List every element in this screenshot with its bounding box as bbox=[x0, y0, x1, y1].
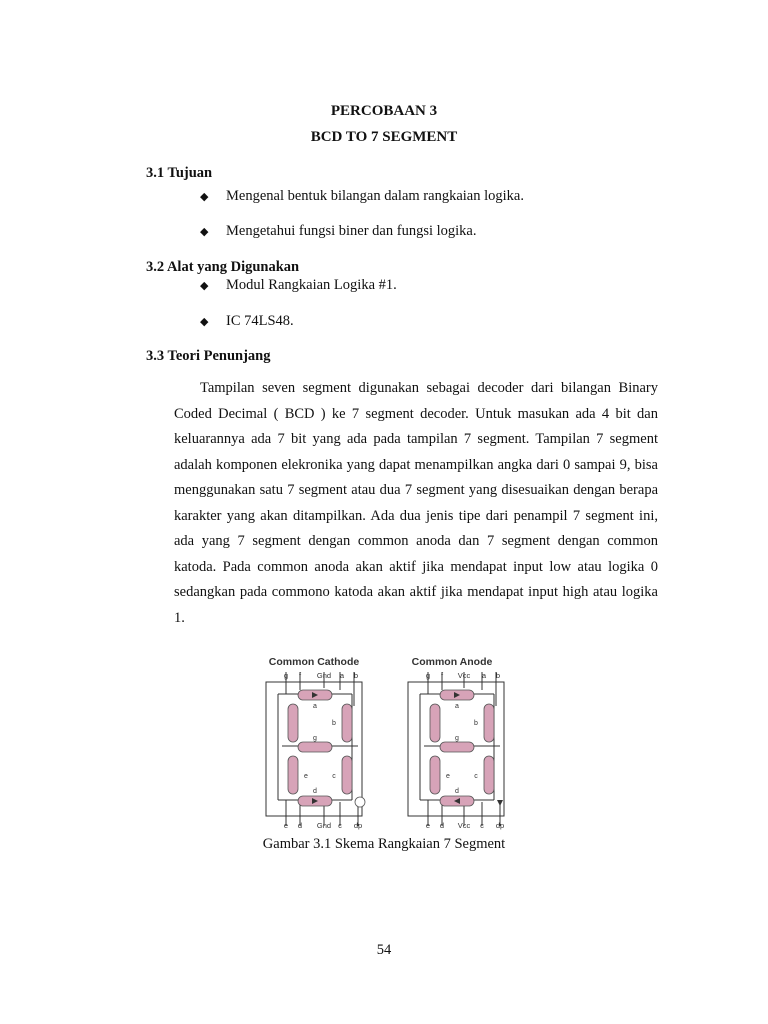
pin-label: a bbox=[481, 671, 487, 680]
segment-f bbox=[430, 704, 440, 742]
pin-label: d bbox=[297, 821, 303, 830]
chapter-subtitle: BCD TO 7 SEGMENT bbox=[310, 129, 458, 145]
pin-label: b bbox=[495, 671, 501, 680]
list-item-text: Mengetahui fungsi biner dan fungsi logika. bbox=[226, 223, 477, 239]
segment-g bbox=[298, 742, 332, 752]
segment-label: b bbox=[474, 720, 478, 727]
segment-e bbox=[288, 756, 298, 794]
pin-label: Vcc bbox=[457, 821, 471, 830]
segment-label: d bbox=[455, 788, 459, 795]
segment-f bbox=[288, 704, 298, 742]
segment-label: a bbox=[455, 703, 459, 710]
pin-label: dp bbox=[495, 821, 505, 830]
pin-label: Vcc bbox=[457, 671, 471, 680]
chapter-title: PERCOBAAN 3 bbox=[330, 103, 438, 119]
segment-b bbox=[484, 704, 494, 742]
cathode-segments bbox=[288, 690, 365, 807]
pin-label: b bbox=[353, 671, 359, 680]
pin-label: c bbox=[338, 821, 342, 830]
common-cathode-label: Common Cathode bbox=[268, 656, 360, 668]
segment-b bbox=[342, 704, 352, 742]
theory-paragraph bbox=[174, 376, 658, 631]
segment-label: g bbox=[455, 735, 459, 742]
seven-segment-diagram bbox=[262, 654, 522, 830]
segment-e bbox=[430, 756, 440, 794]
pin-label: g bbox=[283, 671, 289, 680]
segment-label: b bbox=[332, 720, 336, 727]
anode-segments bbox=[430, 690, 494, 806]
pin-label: a bbox=[339, 671, 345, 680]
pin-label: e bbox=[425, 821, 431, 830]
list-item bbox=[200, 223, 476, 240]
list-item bbox=[200, 188, 524, 205]
list-item bbox=[200, 277, 397, 294]
list-item-text: IC 74LS48. bbox=[226, 313, 294, 329]
segment-c bbox=[484, 756, 494, 794]
decimal-point bbox=[355, 797, 365, 807]
segment-label: e bbox=[304, 773, 308, 780]
pin-label: c bbox=[480, 821, 484, 830]
pin-label: Gnd bbox=[316, 671, 332, 680]
pin-label: e bbox=[283, 821, 289, 830]
pin-label: g bbox=[425, 671, 431, 680]
diamond-bullet-icon: ◆ bbox=[200, 191, 209, 203]
dp-diode-icon bbox=[497, 800, 503, 806]
section-heading-alat: 3.2 Alat yang Digunakan bbox=[146, 259, 300, 275]
list-item-text: Mengenal bentuk bilangan dalam rangkaian logika. bbox=[226, 188, 524, 204]
common-anode-label: Common Anode bbox=[411, 656, 493, 668]
pin-label: d bbox=[439, 821, 445, 830]
segment-label: a bbox=[313, 703, 317, 710]
pin-label: dp bbox=[353, 821, 363, 830]
list-item bbox=[200, 313, 294, 330]
segment-label: d bbox=[313, 788, 317, 795]
diamond-bullet-icon: ◆ bbox=[200, 280, 209, 292]
segment-c bbox=[342, 756, 352, 794]
segment-label: c bbox=[332, 773, 336, 780]
segment-label: g bbox=[313, 735, 317, 742]
segment-label: e bbox=[446, 773, 450, 780]
pin-label: f bbox=[298, 671, 302, 680]
section-heading-tujuan: 3.1 Tujuan bbox=[146, 165, 213, 181]
figure-caption: Gambar 3.1 Skema Rangkaian 7 Segment bbox=[262, 836, 506, 852]
paragraph-text: Tampilan seven segment digunakan sebagai decoder dari bilangan Binary Coded Decimal ( BCD ) ke 7 segment decoder. Untuk masukan ada 4 bit dan keluarannya ada 7 bit yang ada pada tampilan 7 segment. Tampilan 7 segment adalah komponen elekronika yang dapat menampilkan angka dari 0 sampai 9, bisa menggunakan satu 7 segment atau dua 7 segment yang disesuaikan dengan berapa karakter yang akan ditampilkan. Ada dua jenis tipe dari penampil 7 segment ini, ada yang 7 segment dengan common anoda dan 7 segment dengan common katoda. Pada common anoda akan aktif jika mendapat input low atau logika 0 sedangkan pada commono katoda akan aktif jika mendapat input high atau logika 1. bbox=[174, 380, 658, 626]
segment-label: c bbox=[474, 773, 478, 780]
diamond-bullet-icon: ◆ bbox=[200, 316, 209, 328]
pin-label: f bbox=[440, 671, 444, 680]
page-number: 54 bbox=[376, 942, 392, 958]
pin-label: Gnd bbox=[316, 821, 332, 830]
section-heading-teori: 3.3 Teori Penunjang bbox=[146, 348, 271, 364]
diamond-bullet-icon: ◆ bbox=[200, 226, 209, 238]
list-item-text: Modul Rangkaian Logika #1. bbox=[226, 277, 397, 293]
segment-g bbox=[440, 742, 474, 752]
